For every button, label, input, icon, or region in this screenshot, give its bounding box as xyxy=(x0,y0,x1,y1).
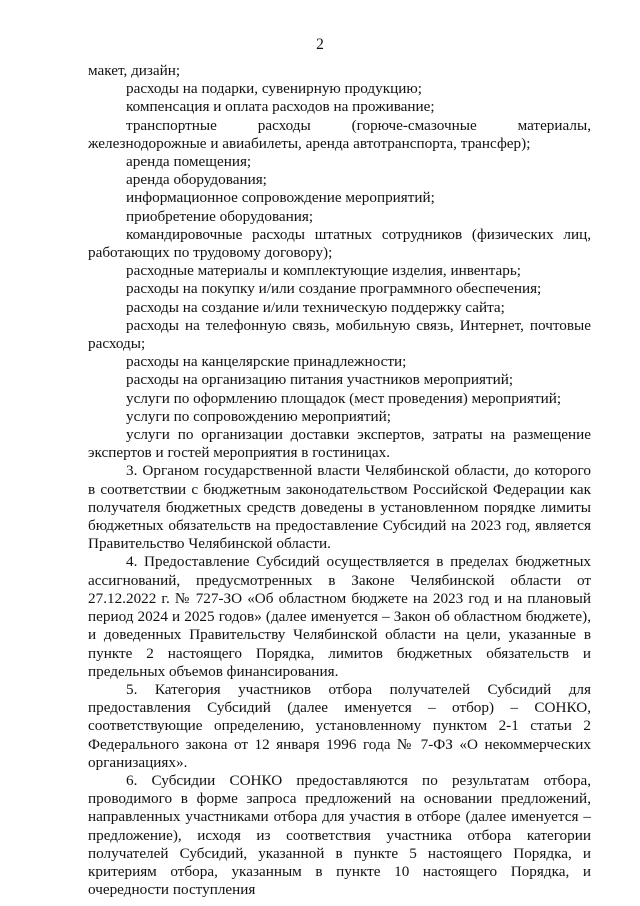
list-item: аренда оборудования; xyxy=(126,171,267,189)
list-item: компенсация и оплата расходов на проживание; xyxy=(126,98,435,116)
list-item: расходы на канцелярские принадлежности; xyxy=(126,353,407,371)
list-item: расходные материалы и комплектующие изделия, инвентарь; xyxy=(126,262,521,280)
page-number: 2 xyxy=(316,36,324,53)
document-body xyxy=(88,62,591,899)
list-item: расходы на телефонную связь, мобильную связь, Интернет, почтовые расходы; xyxy=(88,316,591,353)
list-item: услуги по организации доставки экспертов, затраты на размещение экспертов и гостей мероприятия в гостиницах. xyxy=(88,426,591,462)
list-item: информационное сопровождение мероприятий; xyxy=(126,189,435,207)
paragraph-3: 3. Органом государственной власти Челябинской области, до которого в соответствии с бюджетным законодательством Российской Федерации как получателя бюджетных средств доведены в установленном порядке лимиты бюджетных обязательств на предоставление Субсидий на 2023 год, является Правительство Челябинской области. xyxy=(88,462,591,553)
paragraph-5: 5. Категория участников отбора получателей Субсидий для предоставления Субсидий (далее именуется – отбор) – СОНКО, соответствующие определению, установленному пунктом 2-1 статьи 2 Федерального закона от 12 января 1996 года № 7-ФЗ «О некоммерческих организациях». xyxy=(88,680,591,771)
paragraph-6: 6. Субсидии СОНКО предоставляются по результатам отбора, проводимого в форме запроса предложений на основании предложений, направленных участниками отбора для участия в отборе (далее именуется – предложение), исходя из соответствия участника отбора категории получателей Субсидий, указанной в пункте 5 настоящего Порядка, и критериям отбора, указанным в пункте 10 настоящего Порядка, и очередности поступления xyxy=(88,771,591,899)
list-item: командировочные расходы штатных сотрудников (физических лиц, работающих по трудовому договору); xyxy=(88,225,591,262)
list-item: приобретение оборудования; xyxy=(126,207,314,225)
list-item: расходы на организацию питания участников мероприятий; xyxy=(126,371,514,389)
list-item: услуги по оформлению площадок (мест проведения) мероприятий; xyxy=(126,389,562,407)
list-item: макет, дизайн; xyxy=(88,62,181,79)
list-item: услуги по сопровождению мероприятий; xyxy=(126,407,391,425)
list-item: расходы на покупку и/или создание программного обеспечения; xyxy=(126,280,542,298)
list-item: транспортные расходы (горюче-смазочные материалы, железнодорожные и авиабилеты, аренда автотранспорта, трансфер); xyxy=(88,116,591,152)
list-item: расходы на подарки, сувенирную продукцию; xyxy=(126,80,422,98)
list-item: расходы на создание и/или техническую поддержку сайта; xyxy=(126,298,505,316)
list-item: аренда помещения; xyxy=(126,153,252,171)
paragraph-4: 4. Предоставление Субсидий осуществляется в пределах бюджетных ассигнований, предусмотренных в Законе Челябинской области от 27.12.2022 г. № 727-ЗО «Об областном бюджете на 2023 год и на плановый период 2024 и 2025 годов» (далее именуется – Закон об областном бюджете), и доведенных Правительству Челябинской области на цели, указанные в пункте 2 настоящего Порядка, лимитов бюджетных обязательств и предельных объемов финансирования. xyxy=(88,553,591,680)
